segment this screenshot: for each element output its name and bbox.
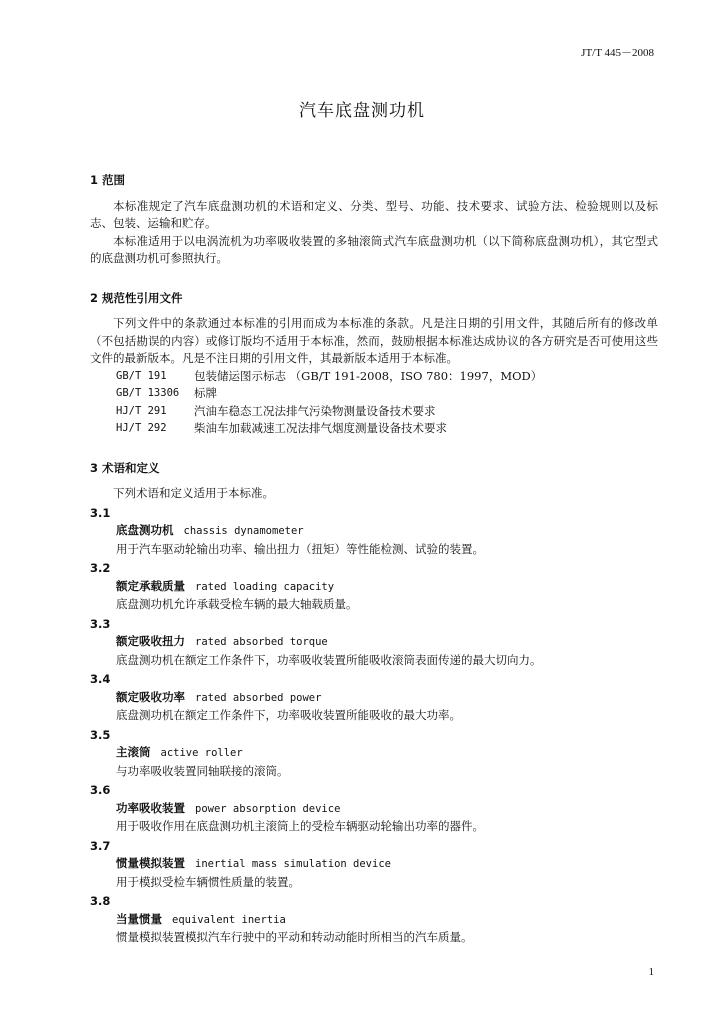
- reference-code: HJ/T 292: [116, 422, 167, 434]
- references-paragraph: 下列文件中的条款通过本标准的引用而成为本标准的条款。凡是注日期的引用文件，其随后所有的修改单（不包括勘误的内容）或修订版均不适用于本标准，然而，鼓励根据本标准达成协议的各方研究是否可使用这些文件的最新版本。凡是不注日期的引用文件，其最新版本适用于本标准。: [90, 316, 658, 365]
- term-name-en: rated loading capacity: [195, 580, 335, 593]
- term-name-en: rated absorbed power: [195, 691, 322, 704]
- reference-item: [90, 368, 658, 386]
- term-name-cn: 额定吸收功率: [116, 689, 185, 704]
- document-body: [90, 166, 658, 947]
- scope-paragraph-2: 本标准适用于以电涡流机为功率吸收装置的多轴滚筒式汽车底盘测功机（以下简称底盘测功机），其它型式的底盘测功机可参照执行。: [90, 233, 658, 265]
- reference-title: 汽油车稳态工况法排气污染物测量设备技术要求: [194, 403, 436, 418]
- term-name-cn: 额定吸收扭力: [116, 634, 185, 648]
- reference-title: 柴油车加载减速工况法排气烟度测量设备技术要求: [194, 421, 447, 435]
- term-definition: 惯量模拟装置模拟汽车行驶中的平动和转动动能时所相当的汽车质量。: [116, 930, 473, 944]
- term-name: [90, 578, 658, 597]
- term-number: 3.8: [90, 894, 111, 908]
- scope-paragraph-1: 本标准规定了汽车底盘测功机的术语和定义、分类、型号、功能、技术要求、试验方法、检验规则以及标志、包装、运输和贮存。: [90, 198, 658, 230]
- term-number: 3.3: [90, 616, 111, 631]
- terms-intro: 下列术语和定义适用于本标准。: [113, 486, 274, 500]
- reference-code: HJ/T 291: [116, 404, 167, 417]
- term-number: 3.2: [90, 561, 111, 575]
- term-name-en: equivalent inertia: [172, 913, 286, 926]
- term-name: [90, 689, 658, 708]
- term-name-en: chassis dynamometer: [183, 525, 304, 537]
- term-name-cn: 底盘测功机: [116, 523, 174, 537]
- section-heading-scope: 1 范围: [90, 173, 126, 187]
- reference-item: [90, 403, 658, 421]
- term-definition: 底盘测功机在额定工作条件下，功率吸收装置所能吸收的最大功率。: [116, 708, 461, 722]
- term-name: [90, 911, 658, 930]
- term-name-cn: 惯量模拟装置: [116, 856, 185, 870]
- term-name-en: power absorption device: [195, 802, 341, 815]
- term-name-cn: 额定承载质量: [116, 578, 185, 593]
- term-number: 3.1: [90, 505, 111, 520]
- term-name-cn: 主滚筒: [116, 745, 151, 759]
- term-number: 3.6: [90, 783, 111, 797]
- term-definition: 用于模拟受检车辆惯性质量的装置。: [116, 874, 300, 889]
- term-name-cn: 当量惯量: [116, 911, 162, 926]
- term-number: 3.5: [90, 727, 111, 742]
- page-number: 1: [648, 966, 654, 978]
- reference-title: 包装储运图示标志 （GB/T 191-2008，ISO 780：1997，MOD）: [194, 368, 543, 383]
- reference-code: GB/T 191: [116, 369, 167, 382]
- reference-item: [90, 420, 658, 438]
- section-heading-normative-references: 2 规范性引用文件: [90, 290, 183, 305]
- standard-number: JT/T 445－2008: [581, 47, 654, 59]
- term-definition: 用于吸收作用在底盘测功机主滚筒上的受检车辆驱动轮输出功率的器件。: [116, 819, 484, 833]
- term-definition: 底盘测功机在额定工作条件下，功率吸收装置所能吸收滚筒表面传递的最大切向力。: [116, 652, 542, 667]
- term-number: 3.4: [90, 672, 111, 686]
- term-name-cn: 功率吸收装置: [116, 800, 185, 815]
- reference-item: [90, 385, 658, 403]
- term-name: [90, 800, 658, 819]
- term-definition: 与功率吸收装置同轴联接的滚筒。: [116, 763, 289, 778]
- reference-code: GB/T 13306: [116, 387, 180, 399]
- term-name: [90, 633, 658, 652]
- document-title: 汽车底盘测功机: [299, 101, 425, 121]
- term-number: 3.7: [90, 838, 111, 853]
- term-definition: 用于汽车驱动轮输出功率、输出扭力（扭矩）等性能检测、试验的装置。: [116, 541, 484, 556]
- reference-title: 标牌: [194, 386, 217, 400]
- term-name: [90, 522, 658, 541]
- term-name-en: inertial mass simulation device: [195, 858, 391, 870]
- term-name: [90, 855, 658, 874]
- section-heading-terms: 3 术语和定义: [90, 460, 160, 475]
- term-definition: 底盘测功机允许承载受检车辆的最大轴载质量。: [116, 597, 358, 611]
- term-name: [90, 744, 658, 763]
- term-name-en: active roller: [160, 747, 243, 759]
- term-name-en: rated absorbed torque: [195, 636, 328, 648]
